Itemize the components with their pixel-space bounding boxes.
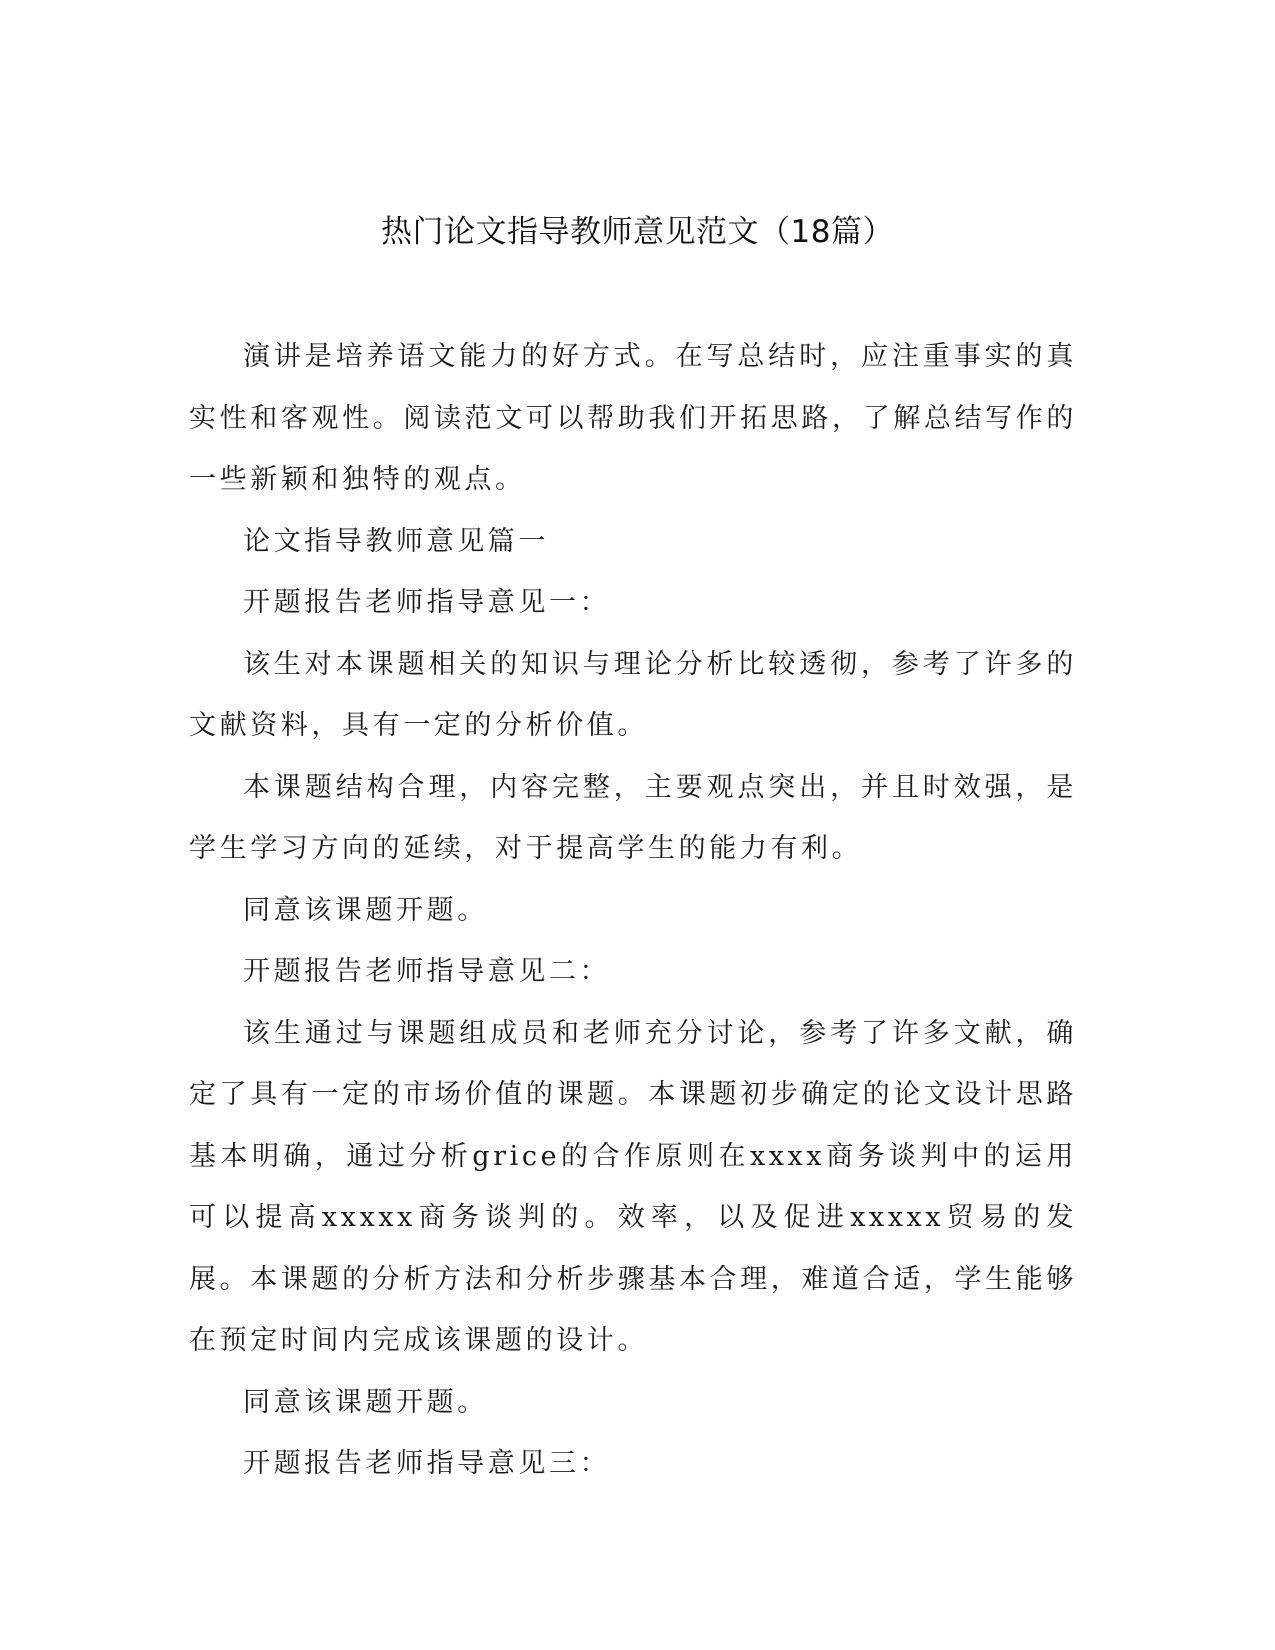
- opinion-heading: 开题报告老师指导意见一：: [243, 587, 611, 618]
- section-heading: 论文指导教师意见篇一: [243, 525, 549, 557]
- opinion-heading: 开题报告老师指导意见二：: [243, 956, 611, 987]
- body-paragraph: 同意该课题开题。: [243, 1386, 488, 1418]
- body-paragraph: 该生对本课题相关的知识与理论分析比较透彻，参考了许多的文献资料，具有一定的分析价值。: [189, 648, 1077, 741]
- body-paragraph: 本课题结构合理，内容完整，主要观点突出，并且时效强，是学生学习方向的延续，对于提高学生的能力有利。: [189, 771, 1077, 864]
- document-body: [189, 326, 1077, 1495]
- document-title: 热门论文指导教师意见范文（18篇）: [381, 214, 894, 250]
- body-paragraph: 同意该课题开题。: [243, 894, 488, 926]
- intro-paragraph: 演讲是培养语文能力的好方式。在写总结时，应注重事实的真实性和客观性。阅读范文可以帮助我们开拓思路，了解总结写作的一些新颖和独特的观点。: [189, 341, 1077, 495]
- opinion-heading: 开题报告老师指导意见三：: [243, 1448, 611, 1479]
- body-paragraph: 该生通过与课题组成员和老师充分讨论，参考了许多文献，确定了具有一定的市场价值的课题。本课题初步确定的论文设计思路基本明确，通过分析grice的合作原则在xxxx商务谈判中的运用可以提高xxxxx商务谈判的。效率，以及促进xxxxx贸易的发展。本课题的分析方法和分析步骤基本合理，难道合适，学生能够在预定时间内完成该课题的设计。: [189, 1017, 1077, 1356]
